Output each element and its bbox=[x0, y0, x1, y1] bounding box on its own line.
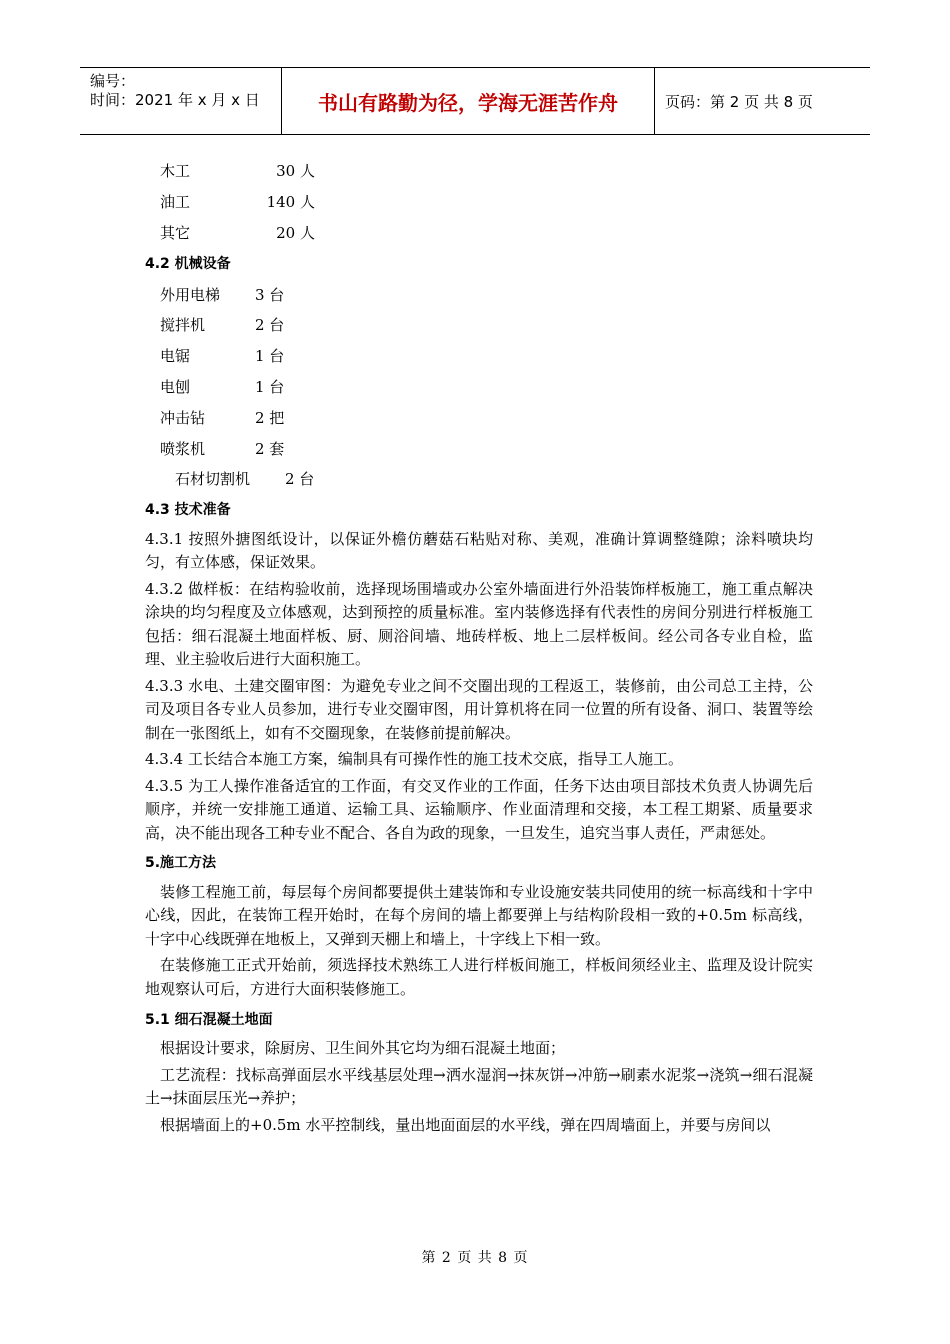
equipment-row bbox=[145, 402, 813, 433]
equipment-row bbox=[145, 372, 813, 403]
worker-count: 30 人 bbox=[276, 162, 315, 181]
paragraph-4-3-1: 4.3.1 按照外搪图纸设计，以保证外檐仿蘑菇石粘贴对称、美观，准确计算调整缝隙；涂料喷块均匀，有立体感，保证效果。 bbox=[145, 529, 813, 572]
equipment-name: 石材切割机 bbox=[175, 470, 251, 489]
section-heading-5-1: 5.1 细石混凝土地面 bbox=[145, 1011, 273, 1028]
section-heading-4-2: 4.2 机械设备 bbox=[145, 255, 231, 272]
equipment-row bbox=[145, 464, 813, 495]
worker-row bbox=[145, 218, 813, 249]
equipment-row bbox=[145, 433, 813, 464]
equipment-row bbox=[145, 279, 813, 310]
header-motto: 书山有路勤为径，学海无涯苦作舟 bbox=[282, 68, 655, 134]
worker-name: 油工 bbox=[160, 193, 191, 212]
paragraph-4-3-5: 4.3.5 为工人操作准备适宜的工作面，有交叉作业的工作面，任务下达由项目部技术负责人协调先后顺序，并统一安排施工通道、运输工具、运输顺序、作业面清理和交接，本工程工期紧、质量要求高，决不能出现各工种专业不配合、各自为政的现象，一旦发生，追究当事人责任，严肃惩处。 bbox=[145, 776, 813, 842]
paragraph-5-1-level-line: 根据墙面上的+0.5m 水平控制线，量出地面面层的水平线，弹在四周墙面上，并要与房间以 bbox=[160, 1115, 771, 1134]
worker-count: 140 人 bbox=[266, 193, 315, 212]
document-body bbox=[145, 156, 813, 1140]
equipment-qty: 3 台 bbox=[255, 285, 285, 304]
equipment-name: 搅拌机 bbox=[160, 316, 206, 335]
equipment-qty: 1 台 bbox=[255, 347, 285, 366]
equipment-qty: 2 套 bbox=[255, 439, 285, 458]
page-footer: 第 2 页 共 8 页 bbox=[421, 1250, 529, 1266]
equipment-qty: 2 把 bbox=[255, 408, 285, 427]
section-heading-5: 5.施工方法 bbox=[145, 855, 217, 872]
page-header bbox=[80, 67, 870, 135]
time-label: 时间：2021 年 x 月 x 日 bbox=[90, 91, 260, 109]
paragraph-4-3-3: 4.3.3 水电、土建交圈审图：为避免专业之间不交圈出现的工程返工，装修前，由公司总工主持，公司及项目各专业人员参加，进行专业交圈审图，用计算机将在同一位置的所有设备、洞口、装置等绘制在一张图纸上，如有不交圈现象，在装修前提前解决。 bbox=[145, 676, 813, 742]
header-meta bbox=[80, 68, 282, 134]
equipment-row bbox=[145, 310, 813, 341]
number-label: 编号： bbox=[90, 72, 136, 90]
worker-row bbox=[145, 187, 813, 218]
worker-name: 木工 bbox=[160, 162, 191, 181]
equipment-name: 外用电梯 bbox=[160, 285, 221, 304]
equipment-name: 电刨 bbox=[160, 377, 191, 396]
equipment-row bbox=[145, 341, 813, 372]
paragraph-5-1-process: 工艺流程：找标高弹面层水平线基层处理→洒水湿润→抹灰饼→冲筋→刷素水泥浆→浇筑→细石混凝土→抹面层压光→养护； bbox=[145, 1065, 813, 1108]
paragraph-4-3-2: 4.3.2 做样板：在结构验收前，选择现场围墙或办公室外墙面进行外沿装饰样板施工，施工重点解决涂块的均匀程度及立体感观，达到预控的质量标准。室内装修选择有代表性的房间分别进行样板施工包括：细石混凝土地面样板、厨、厕浴间墙、地砖样板、地上二层样板间。经公司各专业自检，监理、业主验收后进行大面积施工。 bbox=[145, 579, 813, 669]
paragraph-5-sample-room: 在装修施工正式开始前，须选择技术熟练工人进行样板间施工，样板间须经业主、监理及设计院实地观察认可后，方进行大面积装修施工。 bbox=[145, 956, 813, 998]
equipment-name: 喷浆机 bbox=[160, 439, 206, 458]
equipment-qty: 2 台 bbox=[285, 470, 315, 489]
equipment-name: 电锯 bbox=[160, 347, 191, 366]
paragraph-4-3-4: 4.3.4 工长结合本施工方案，编制具有可操作性的施工技术交底，指导工人施工。 bbox=[145, 750, 683, 769]
header-page-info: 页码：第 2 页 共 8 页 bbox=[665, 92, 813, 111]
worker-row bbox=[145, 156, 813, 187]
paragraph-5-intro: 装修工程施工前，每层每个房间都要提供土建装饰和专业设施安装共同使用的统一标高线和十字中心线，因此，在装饰工程开始时，在每个房间的墙上都要弹上与结构阶段相一致的+0.5m 标高线，十字中心线既弹在地板上，又弹到天棚上和墙上，十字线上下相一致。 bbox=[145, 882, 813, 948]
equipment-name: 冲击钻 bbox=[160, 408, 206, 427]
section-heading-4-3: 4.3 技术准备 bbox=[145, 502, 231, 519]
worker-name: 其它 bbox=[160, 223, 191, 242]
worker-count: 20 人 bbox=[276, 223, 315, 242]
paragraph-5-1-requirement: 根据设计要求，除厨房、卫生间外其它均为细石混凝土地面； bbox=[160, 1039, 566, 1058]
equipment-qty: 1 台 bbox=[255, 377, 285, 396]
equipment-qty: 2 台 bbox=[255, 316, 285, 335]
